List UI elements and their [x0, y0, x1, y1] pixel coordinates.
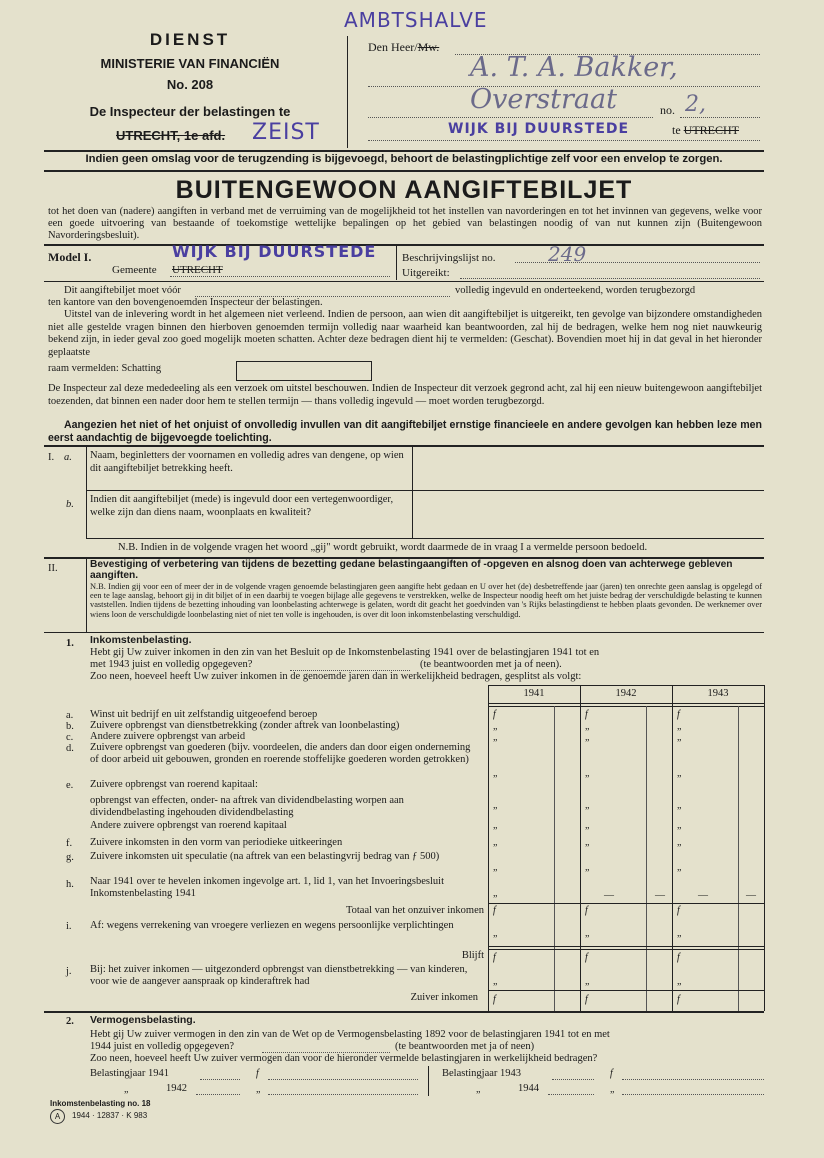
f-mark: f: [493, 905, 496, 916]
q2-line2b: (te beantwoorden met ja of neen): [395, 1041, 535, 1052]
ditto-mark: „: [585, 768, 590, 779]
section-1b-text: Indien dit aangiftebiljet (mede) is ingevuld door een vertegenwoordiger, welke zijn dan diens naam, woonplaats en kwaliteit?: [90, 494, 394, 518]
zuiver-inkomen-label: Zuiver inkomen: [410, 992, 478, 1003]
ditto-mark: „: [677, 820, 682, 831]
dash-mark: —: [604, 890, 614, 901]
row-i-label: i.: [66, 921, 72, 932]
row-f-text: Zuivere inkomsten in den vorm van periodieke uitkeeringen: [90, 837, 343, 848]
f-mark: f: [677, 952, 680, 963]
struck-utrecht: UTRECHT: [683, 123, 740, 137]
name-handwritten: A. T. A. Bakker,: [470, 52, 678, 83]
ditto-mark: „: [493, 768, 498, 779]
f-mark: f: [585, 709, 588, 720]
f-mark: f: [677, 994, 680, 1005]
f-mark: f: [585, 952, 588, 963]
row-j-label: j.: [66, 966, 72, 977]
stamp-gemeente: WIJK BIJ DUURSTEDE: [172, 242, 377, 261]
te-text: te: [672, 123, 681, 137]
row-a-text: Winst uit bedrijf en uit zelfstandig uitgeoefend beroep: [90, 709, 318, 720]
row-g-label: g.: [66, 852, 74, 863]
ditto-mark: „: [493, 976, 498, 987]
beschrijving-label: Beschrijvingslijst no.: [402, 252, 496, 264]
year-1943-header: 1943: [707, 688, 729, 699]
row-c-text: Andere zuivere opbrengst van arbeid: [90, 731, 246, 742]
section-1a-text: Naam, beginletters der voornamen en volledig adres van dengene, op wien dit aangiftebiljet betrekking heeft.: [90, 450, 404, 474]
dash-mark: —: [698, 890, 708, 901]
ditto-mark: „: [585, 976, 590, 987]
ditto-mark: „: [585, 721, 590, 732]
ditto-mark: „: [677, 732, 682, 743]
raam-label: raam vermelden: Schatting: [48, 363, 162, 374]
year-1941-header: 1941: [523, 688, 545, 699]
den-heer-text: Den Heer/: [368, 40, 418, 54]
page-title: BUITENGEWOON AANGIFTEBILJET: [175, 176, 633, 204]
ditto-mark: „: [493, 862, 498, 873]
footer-form: Inkomstenbelasting no. 18: [50, 1099, 151, 1108]
f-mark: f: [256, 1068, 259, 1079]
q2-title: Vermogensbelasting.: [90, 1014, 196, 1026]
row-j-text: Bij: het zuiver inkomen — uitgezonderd opbrengst van dienstbetrekking — van kinderen, voor wie de aangever aanspraak op kinderaftrek had: [90, 964, 468, 987]
instr-p1b: volledig ingevuld en onderteekend, worden terugbezorgd: [455, 285, 696, 296]
envelope-notice: Indien geen omslag voor de terugzending is bijgevoegd, behoort de belastingplichtige zelf voor een envelop te zorgen.: [85, 153, 723, 165]
ditto-mark: „: [677, 800, 682, 811]
ditto-mark: „: [493, 800, 498, 811]
year-1942-header: 1942: [615, 688, 637, 699]
no-label: no.: [660, 103, 675, 117]
q2-line1: Hebt gij Uw zuiver vermogen in den zin van de Wet op de Vermogensbelasting 1892 voor de belastingjaren 1941 tot en met: [90, 1029, 610, 1040]
ditto-mark: „: [677, 768, 682, 779]
warning-text: Aangezien het niet of het onjuist of onvolledig invullen van dit aangiftebiljet ernstige financieele en andere gevolgen kan hebben leze men eerst aandachtig de bijgevoegde toelichting.: [48, 419, 762, 444]
section-2-heading: Bevestiging of verbetering van tijdens de bezetting gedane belastingaangiften of -opgeven en alsnog doen van achterwege gebleven aangiften.: [90, 559, 733, 582]
den-heer-label: [368, 40, 439, 55]
instr-p2: Uitstel van de inlevering wordt in het algemeen niet verleend. Indien de persoon, aan wien dit aangiftebiljet is uitgereikt, ten gevolge van bijzondere omstandigheden niet alle gestelde vragen binnen den hierboven genoemden termijn volledig naar waarheid kan beantwoorden, zal hij de bedragen, welke hem nog niet nauwkeurig bekend zijn, in ieder geval zoo goed mogelijk moeten schatten. Achter deze bedragen dient hij te vermelden: (Geschat). Bovendien moet hij in dat geval in het hieronder geplaatste: [48, 309, 762, 358]
ditto-mark: „: [677, 928, 682, 939]
row-a-label: a.: [66, 710, 74, 721]
inspecteur-label: De Inspecteur der belastingen te: [89, 104, 291, 119]
ditto-mark: „: [476, 1084, 481, 1095]
instr-p3: De Inspecteur zal deze mededeeling als een verzoek om uitstel beschouwen. Indien de Inspecteur dit verzoek gegrond acht, zal hij een nieuw buitengewoon aangiftebiljet toezenden, dat binnen een nader door hem te stellen termijn — thans volledig ingevuld — moet worden terugbezorgd.: [48, 383, 762, 407]
te-label: [672, 123, 739, 138]
blijft-label: Blijft: [461, 950, 484, 961]
uitgereikt-label: Uitgereikt:: [402, 267, 450, 279]
struck-city: UTRECHT, 1e afd.: [116, 128, 226, 143]
q2-line3: Zoo neen, hoeveel heeft Uw zuiver vermogen dan voor de hieronder vermelde belastingjaren in werkelijkheid bedragen?: [90, 1053, 598, 1064]
section-1-num: I.: [48, 452, 55, 463]
ditto-mark: „: [585, 820, 590, 831]
q2-line2a: 1944 juist en volledig opgegeven?: [90, 1041, 235, 1052]
row-c-label: c.: [66, 732, 74, 743]
f-mark: f: [677, 709, 680, 720]
totaal-label: Totaal van het onzuiver inkomen: [345, 905, 484, 916]
ambtshalve-stamp: AMBTSHALVE: [344, 8, 488, 32]
row-e-text: Zuivere opbrengst van roerend kapitaal:: [90, 779, 258, 790]
q1-line1: Hebt gij Uw zuiver inkomen in den zin van het Besluit op de Inkomstenbelasting 1941 over de belastingjaren 1941 tot en: [90, 647, 600, 658]
ditto-mark: „: [493, 820, 498, 831]
ditto-mark: „: [256, 1084, 261, 1095]
f-mark: f: [493, 709, 496, 720]
ditto-mark: „: [493, 837, 498, 848]
f-mark: f: [493, 952, 496, 963]
struck-gemeente: UTRECHT: [172, 264, 223, 276]
section-2-num: II.: [48, 563, 58, 574]
ditto-mark: „: [585, 800, 590, 811]
footer-code: 1944 · 12837 · K 983: [72, 1111, 148, 1120]
instr-p1a: Dit aangiftebiljet moet vóór: [64, 285, 181, 296]
schatting-box[interactable]: [236, 361, 372, 381]
section-1a-answer[interactable]: [414, 447, 762, 489]
ditto-mark: „: [585, 732, 590, 743]
bj-1941-label: Belastingjaar 1941: [90, 1068, 170, 1079]
intro-text: tot het doen van (nadere) aangiften in verband met de verruiming van de mogelijkheid tot het instellen van navorderingen en tot het invinnen van gegevens, welke voor een goede uitvoering van bestaande of toekomstige wettelijke bepalingen op het gebied van belastingen noodig of van nut kunnen zijn (Buitengewoon Navorderingsbesluit).: [48, 206, 762, 242]
section-1a-label: a.: [64, 452, 72, 463]
q1-line2b: (te beantwoorden met ja of neen).: [420, 659, 562, 670]
f-mark: f: [610, 1068, 613, 1079]
row-b-label: b.: [66, 721, 74, 732]
f-mark: f: [677, 905, 680, 916]
q2-num: 2.: [66, 1016, 74, 1027]
ditto-mark: „: [677, 721, 682, 732]
ditto-mark: „: [493, 721, 498, 732]
form-number: No. 208: [166, 77, 214, 92]
ditto-mark: „: [610, 1084, 615, 1095]
section-1b-answer[interactable]: [414, 492, 762, 536]
row-b-text: Zuivere opbrengst van dienstbetrekking (zonder aftrek van loonbelasting): [90, 720, 400, 731]
row-d-text: Zuivere opbrengst van goederen (bijv. voordeelen, die anders dan door eigen onderneming of door arbeid uit gebouwen, gronden en roerende stoffelijke goederen worden getrokken): [90, 742, 471, 765]
ditto-mark: „: [677, 837, 682, 848]
ministerie-heading: MINISTERIE VAN FINANCIËN: [100, 56, 280, 71]
dash-mark: —: [655, 890, 665, 901]
ditto-mark: „: [585, 928, 590, 939]
row-e2-text: Andere zuivere opbrengst van roerend kapitaal: [90, 820, 287, 831]
beschrijving-handwritten: 249: [548, 242, 587, 266]
struck-mw: Mw.: [417, 40, 440, 54]
row-g-text: Zuivere inkomsten uit speculatie (na aftrek van een belastingvrij bedrag van ƒ 500): [90, 851, 440, 862]
row-e-label: e.: [66, 780, 74, 791]
f-mark: f: [585, 905, 588, 916]
dash-mark: —: [746, 890, 756, 901]
model-label: Model I.: [48, 250, 92, 264]
q1-line3: Zoo neen, hoeveel heeft Uw zuiver inkomen in de genoemde jaren dan in werkelijkheid bedragen, gesplitst als volgt:: [90, 671, 582, 682]
ditto-mark: „: [124, 1084, 129, 1095]
row-h-label: h.: [66, 879, 74, 890]
dienst-heading: DIENST: [149, 30, 231, 49]
row-f-label: f.: [66, 838, 73, 849]
number-handwritten: 2,: [685, 92, 706, 117]
q1-title: Inkomstenbelasting.: [90, 634, 192, 646]
section-2-nb: N.B. Indien gij voor een of meer der in de volgende vragen genoemde belastingjaren geen aangifte hebt gedaan en U over het (de) desbetreffende jaar (jaren) ten onrechte geen aanslag is opgelegd of een te lage aanslag, behoort gij in dit biljet of in een daarbij te voegen bijlage alle gegevens te verstrekken, welke de Inspecteur noodig heeft om het juiste bedrag der verschuldigde belasting te kunnen vaststellen. Indien tijdens de bezetting inhouding van loonbelasting achterwege is gelaten, wordt dit geacht het goedvinden van 's Rijks belastingdienst te hebben plaats gevonden. De werknemer over wiens loon de verschuldigde loonbelasting niet of niet ten volle is ingehouden, is over dit loon inkomstenbelasting verschuldigd.: [90, 582, 762, 619]
row-h-text: Naar 1941 over te hevelen inkomen ingevolge art. 1, lid 1, van het Invoeringsbesluit Inkomstenbelasting 1941: [90, 876, 444, 899]
bj-1944-label: 1944: [518, 1083, 539, 1094]
gemeente-label: Gemeente: [112, 264, 157, 276]
ditto-mark: „: [677, 862, 682, 873]
ditto-mark: „: [585, 862, 590, 873]
ditto-mark: „: [493, 888, 498, 899]
f-mark: f: [585, 994, 588, 1005]
q1-line2a: met 1943 juist en volledig opgegeven?: [90, 659, 253, 670]
section-1-nb: N.B. Indien in de volgende vragen het woord „gij" wordt gebruikt, wordt daarmede de in vraag I a vermelde persoon bedoeld.: [118, 542, 648, 553]
ditto-mark: „: [585, 837, 590, 848]
q1-num: 1.: [66, 638, 74, 649]
bj-1942-label: 1942: [166, 1083, 187, 1094]
stamp-place: WIJK BIJ DUURSTEDE: [448, 121, 630, 137]
bj-1943-label: Belastingjaar 1943: [442, 1068, 522, 1079]
row-i-text: Af: wegens verrekening van vroegere verliezen en wegens persoonlijke verplichtingen: [90, 920, 454, 931]
instr-p1c: ten kantore van den bovengenoemden Inspecteur der belastingen.: [48, 297, 323, 308]
stamp-city: ZEIST: [252, 120, 320, 145]
f-mark: f: [493, 994, 496, 1005]
ditto-mark: „: [493, 928, 498, 939]
street-handwritten: Overstraat: [470, 84, 617, 115]
row-d-label: d.: [66, 743, 74, 754]
row-e1-text: opbrengst van effecten, onder- na aftrek van dividendbelasting worpen aan dividendbelasting ingehouden dividendbelasting: [90, 795, 404, 818]
ditto-mark: „: [677, 976, 682, 987]
section-1b-label: b.: [66, 499, 74, 510]
printer-logo-icon: A: [50, 1109, 65, 1124]
ditto-mark: „: [493, 732, 498, 743]
